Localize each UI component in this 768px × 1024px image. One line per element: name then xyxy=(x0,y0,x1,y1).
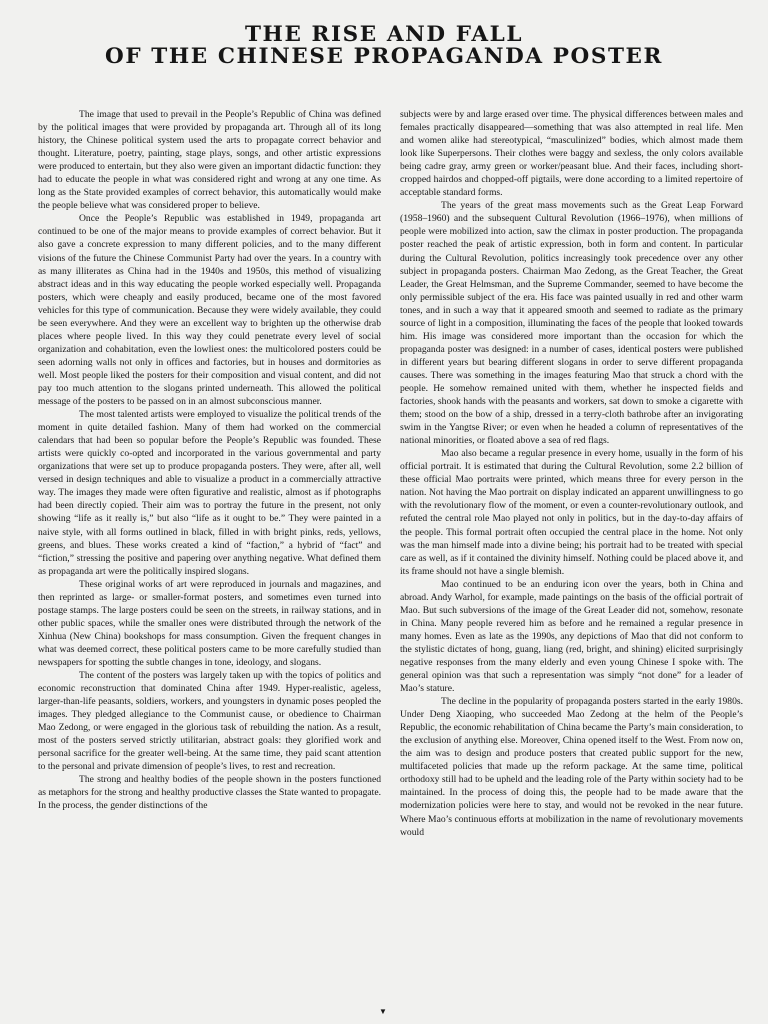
paragraph: The strong and healthy bodies of the people shown in the posters functioned as metaphors for the strong and healthy productive classes the State wanted to propagate. In the process, the gender distinctions of the xyxy=(38,774,381,812)
article-title xyxy=(0,24,768,68)
left-text-column xyxy=(38,108,381,813)
paragraph-continued: subjects were by and large erased over time. The physical differences between males and females practically disappeared—something that was also attempted in real life. Men and women alike had stereotypical, “masculinized” bodies, which almost made them look like Superpersons. Their clothes were baggy and sexless, the only colors available being cadre gray, army green or worker/peasant blue. And their faces, including short-cropped hairdos and chopped-off pigtails, were done according to a limited repertoire of acceptable standard forms. xyxy=(400,109,743,199)
paragraph: Once the People’s Republic was established in 1949, propaganda art continued to be one of the major means to provide examples of correct behavior. But it also gave a concrete expression to many different policies, and to the many different visions of the future the Chinese Communist Party had over the years. In a country with as many illiterates as China had in the 1940s and 1950s, this method of visualizing abstract ideas and in this way educating the people worked especially well. Propaganda posters, which were cheaply and easily produced, became one of the most favored vehicles for this type of communication. Because they were widely available, they could be seen everywhere. And they were an excellent way to brighten up the otherwise drab places where people lived. In this way they could penetrate every level of social organization and cohabitation, even the lowliest ones: the multicolored posters could be seen adorning walls not only in offices and factories, but in houses and dormitories as well. Most people liked the posters for their composition and visual content, and did not pay too much attention to the slogans printed underneath. This allowed the political message of the posters to be passed on in an almost subconscious manner. xyxy=(38,213,381,408)
paragraph: The image that used to prevail in the People’s Republic of China was defined by the political images that were provided by propaganda art. Through all of its long history, the Chinese political system used the arts to propagate correct behavior and thought. Literature, poetry, painting, stage plays, songs, and other artistic expressions were produced to entertain, but they also were given an important didactic function: they had to educate the people in what was considered right and wrong at any one time. As long as the State provided examples of correct behavior, this automatically would make the people believe what was considered proper to believe. xyxy=(38,109,381,212)
paragraph: The most talented artists were employed to visualize the political trends of the moment in quite detailed fashion. Many of them had worked on the commercial calendars that had been so popular before the People’s Republic was founded. These artists were quickly co-opted and incorporated in the various governmental and party organizations that were set up to produce propaganda posters. They were, after all, well versed in design techniques and able to visualize a product in a commercially attractive way. The images they made were often figurative and realistic, almost as if photographs had been directly copied. Their aim was to portray the future in the present, not only showing “life as it really is,” but also “life as it ought to be.” They were painted in a naive style, with all forms outlined in black, filled in with bright pinks, reds, yellows, greens, and blues. These works created a kind of “faction,” a hybrid of “fact” and “fiction,” stressing the positive and papering over anything negative. What defined them as propaganda art were the politically inspired slogans. xyxy=(38,409,381,577)
right-text-column xyxy=(400,108,743,839)
title-line-2: OF THE CHINESE PROPAGANDA POSTER xyxy=(104,44,663,69)
page-end-ornament: ▼ xyxy=(379,1007,387,1016)
paragraph: The years of the great mass movements such as the Great Leap Forward (1958–1960) and the subsequent Cultural Revolution (1966–1976), when millions of people were mobilized into action, saw the climax in poster production. The propaganda poster reached the peak of artistic expression, both in form and content. In particular during the Cultural Revolution, politics increasingly took precedence over any other subject in propaganda posters. Chairman Mao Zedong, as the Great Teacher, the Great Leader, the Great Helmsman, and the Supreme Commander, seemed to have become the only permissible subject of the era. His face was painted usually in red and other warm tones, and in such a way that it appeared smooth and seemed to radiate as the primary source of light in a composition, illuminating the faces of the people that looked towards him. His image was considered more important than the occasion for which the propaganda poster was designed: in a number of cases, identical posters were published in different years but bearing different slogans in order to serve different propaganda causes. There was something in the images featuring Mao that struck a chord with the people. He somehow remained united with them, whether he inspected fields and factories, shook hands with the peasants and workers, sat down to smoke a cigarette with them; stood on the bow of a ship, dressed in a terry-cloth bathrobe after an invigorating swim in the Yangtse River; or even when he headed a column of representatives of the national minorities, or floated above a sea of red flags. xyxy=(400,200,743,447)
paragraph: These original works of art were reproduced in journals and magazines, and then reprinted as large- or smaller-format posters, and sometimes even turned into postage stamps. The large posters could be seen on the streets, in railway stations, and in other public spaces, while the smaller ones were distributed through the network of the Xinhua (New China) bookshops for mass consumption. Given the frequent changes in what was deemed correct, these political posters came to be more carefully studied than newspapers for spotting the subtle changes in tone, ideology, and slogans. xyxy=(38,578,381,668)
paragraph: The decline in the popularity of propaganda posters started in the early 1980s. Under Deng Xiaoping, who succeeded Mao Zedong at the helm of the People’s Republic, the economic rehabilitation of China became the Party’s main consideration, to the exclusion of anything else. Moreover, China opened itself to the West. From now on, the aim was to design and produce posters that created public support for the new, multifaceted policies that made up the reform package. At the same time, political orthodoxy still had to be upheld and the leading role of the Party within society had to be maintained. In the process of doing this, the people had to be made aware that the modernization policies were here to stay, and would not be revoked in the near future. Where Mao’s continuous efforts at mobilization in the name of revolutionary movements would xyxy=(400,696,743,838)
title-line-1: THE RISE AND FALL xyxy=(244,22,524,47)
paragraph: Mao continued to be an enduring icon over the years, both in China and abroad. Andy Warhol, for example, made paintings on the basis of the official portrait of Mao. But such subversions of the image of the Great Leader did not, somehow, resonate in China. Many people revered him as before and he remained a regular presence in many homes. Even as late as the 1990s, any depictions of Mao that did not conform to the stylistic dictates of hong, guang, liang (red, bright, and shining) elicited surprisingly negative responses from the many elderly and even young Chinese I spoke with. The general opinion was that such a representation was simply “not done” for a leader of Mao’s stature. xyxy=(400,578,743,695)
paragraph: Mao also became a regular presence in every home, usually in the form of his official portrait. It is estimated that during the Cultural Revolution, some 2.2 billion of these official Mao portraits were printed, which means three for every person in the nation. Not having the Mao portrait on display indicated an apparent unwillingness to go with the revolutionary flow of the moment, or even a counter-revolutionary outlook, and refuted the central role Mao played not only in politics, but in the day-to-day affairs of the people. This formal portrait often occupied the central place in the home. Not only was the man himself made into a divine being; his portrait had to be treated with special care as well, as if it contained the divinity himself. Nothing could be placed above it, and its frame should not have a single blemish. xyxy=(400,448,743,577)
paragraph: The content of the posters was largely taken up with the topics of politics and economic reconstruction that dominated China after 1949. Hyper-realistic, ageless, larger-than-life peasants, soldiers, workers, and youngsters in dynamic poses peopled the images. They pledged allegiance to the Communist cause, or obedience to Chairman Mao Zedong, or were engaged in the glorious task of rebuilding the nation. As a result, most of the posters served strictly utilitarian, abstract goals: they glorified work and personal sacrifice for the greater well-being. At the same time, they paid scant attention to the personal and private dimension of people’s lives, to rest and recreation. xyxy=(38,670,381,773)
